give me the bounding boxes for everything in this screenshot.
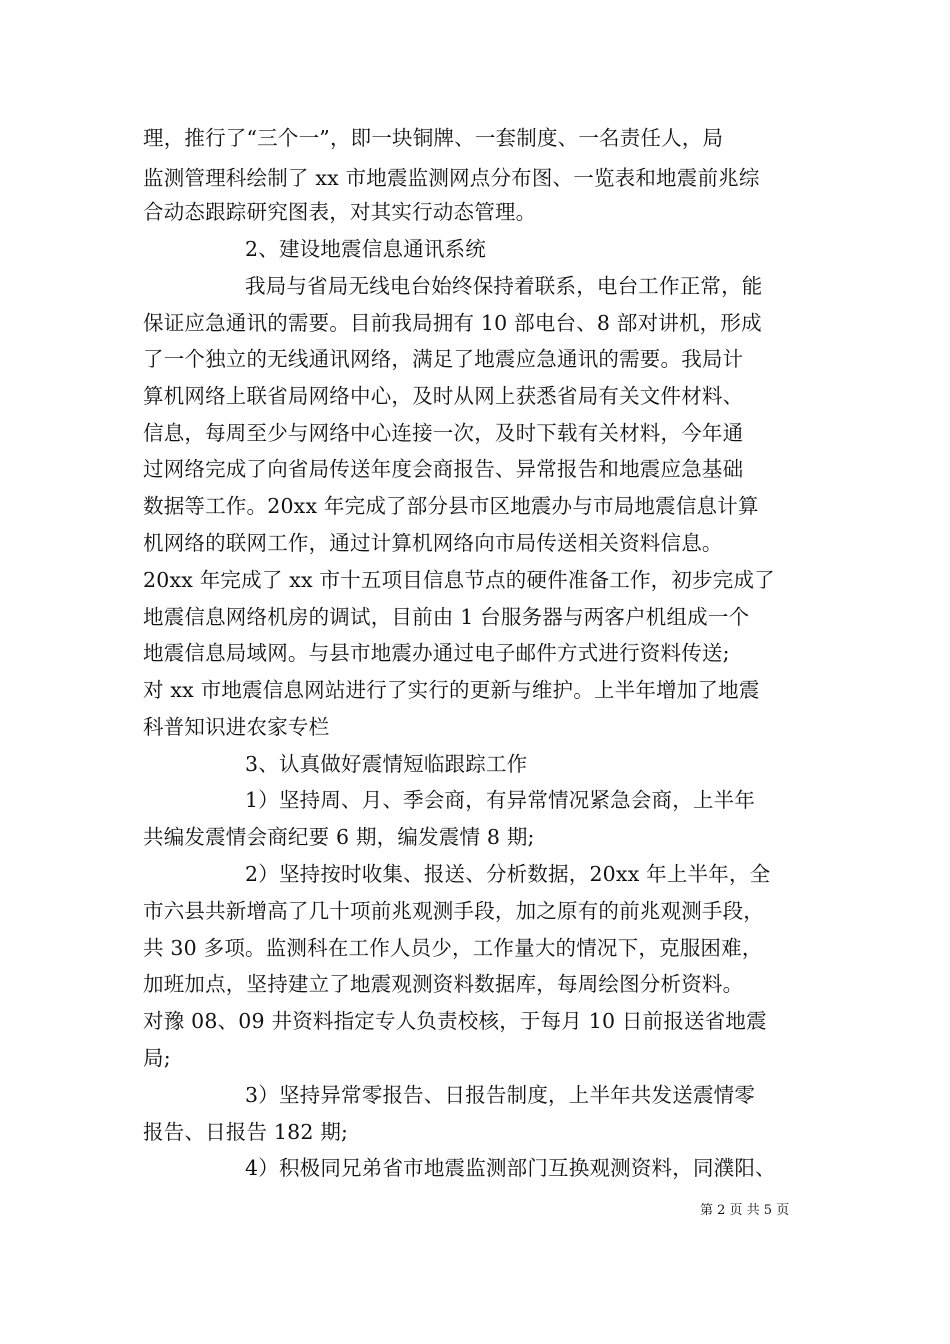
text-line: 数据等工作。20xx 年完成了部分县市区地震办与市局地震信息计算 — [143, 494, 759, 518]
text-line: 合动态跟踪研究图表，对其实行动态管理。 — [143, 200, 537, 224]
text-line: 机网络的联网工作，通过计算机网络向市局传送相关资料信息。 — [143, 531, 723, 555]
text-line: 2）坚持按时收集、报送、分析数据，20xx 年上半年，全 — [245, 862, 771, 886]
text-line: 共编发震情会商纪要 6 期，编发震情 8 期; — [143, 825, 535, 849]
text-line: 科普知识进农家专栏 — [143, 715, 330, 739]
text-line: 报告、日报告 182 期; — [143, 1120, 349, 1144]
text-line: 4）积极同兄弟省市地震监测部门互换观测资料，同濮阳、 — [245, 1156, 776, 1180]
text-line: 算机网络上联省局网络中心，及时从网上获悉省局有关文件材料、 — [143, 384, 744, 408]
page-number: 第 2 页 共 5 页 — [700, 1203, 790, 1218]
text-line: 理，推行了“三个一”，即一块铜牌、一套制度、一名责任人，局 — [143, 126, 724, 150]
section-heading: 2、建设地震信息通讯系统 — [245, 237, 486, 261]
text-line: 监测管理科绘制了 xx 市地震监测网点分布图、一览表和地震前兆综 — [143, 166, 760, 190]
text-line: 20xx 年完成了 xx 市十五项目信息节点的硬件准备工作，初步完成了 — [143, 568, 775, 592]
text-line: 信息，每周至少与网络中心连接一次，及时下载有关材料，今年通 — [143, 421, 744, 445]
text-line: 地震信息局域网。与县市地震办通过电子邮件方式进行资料传送; — [143, 641, 730, 665]
text-line: 了一个独立的无线通讯网络，满足了地震应急通讯的需要。我局计 — [143, 347, 744, 371]
text-line: 1）坚持周、月、季会商，有异常情况紧急会商，上半年 — [245, 788, 756, 812]
text-line: 地震信息网络机房的调试，目前由 1 台服务器与两客户机组成一个 — [143, 605, 750, 629]
text-line: 局; — [143, 1046, 171, 1070]
text-line: 过网络完成了向省局传送年度会商报告、异常报告和地震应急基础 — [143, 457, 744, 481]
text-line: 对 xx 市地震信息网站进行了实行的更新与维护。上半年增加了地震 — [143, 678, 760, 702]
section-heading: 3、认真做好震情短临跟踪工作 — [245, 752, 528, 776]
text-line: 保证应急通讯的需要。目前我局拥有 10 部电台、8 部对讲机，形成 — [143, 311, 762, 335]
text-line: 加班加点，坚持建立了地震观测资料数据库，每周绘图分析资料。 — [143, 972, 744, 996]
text-line: 3）坚持异常零报告、日报告制度，上半年共发送震情零 — [245, 1083, 756, 1107]
text-line: 市六县共新增高了几十项前兆观测手段，加之原有的前兆观测手段， — [143, 899, 764, 923]
text-line: 共 30 多项。监测科在工作人员少，工作量大的情况下，克服困难， — [143, 936, 763, 960]
text-line: 我局与省局无线电台始终保持着联系，电台工作正常，能 — [245, 274, 763, 298]
text-line: 对豫 08、09 井资料指定专人负责校核，于每月 10 日前报送省地震 — [143, 1009, 767, 1033]
